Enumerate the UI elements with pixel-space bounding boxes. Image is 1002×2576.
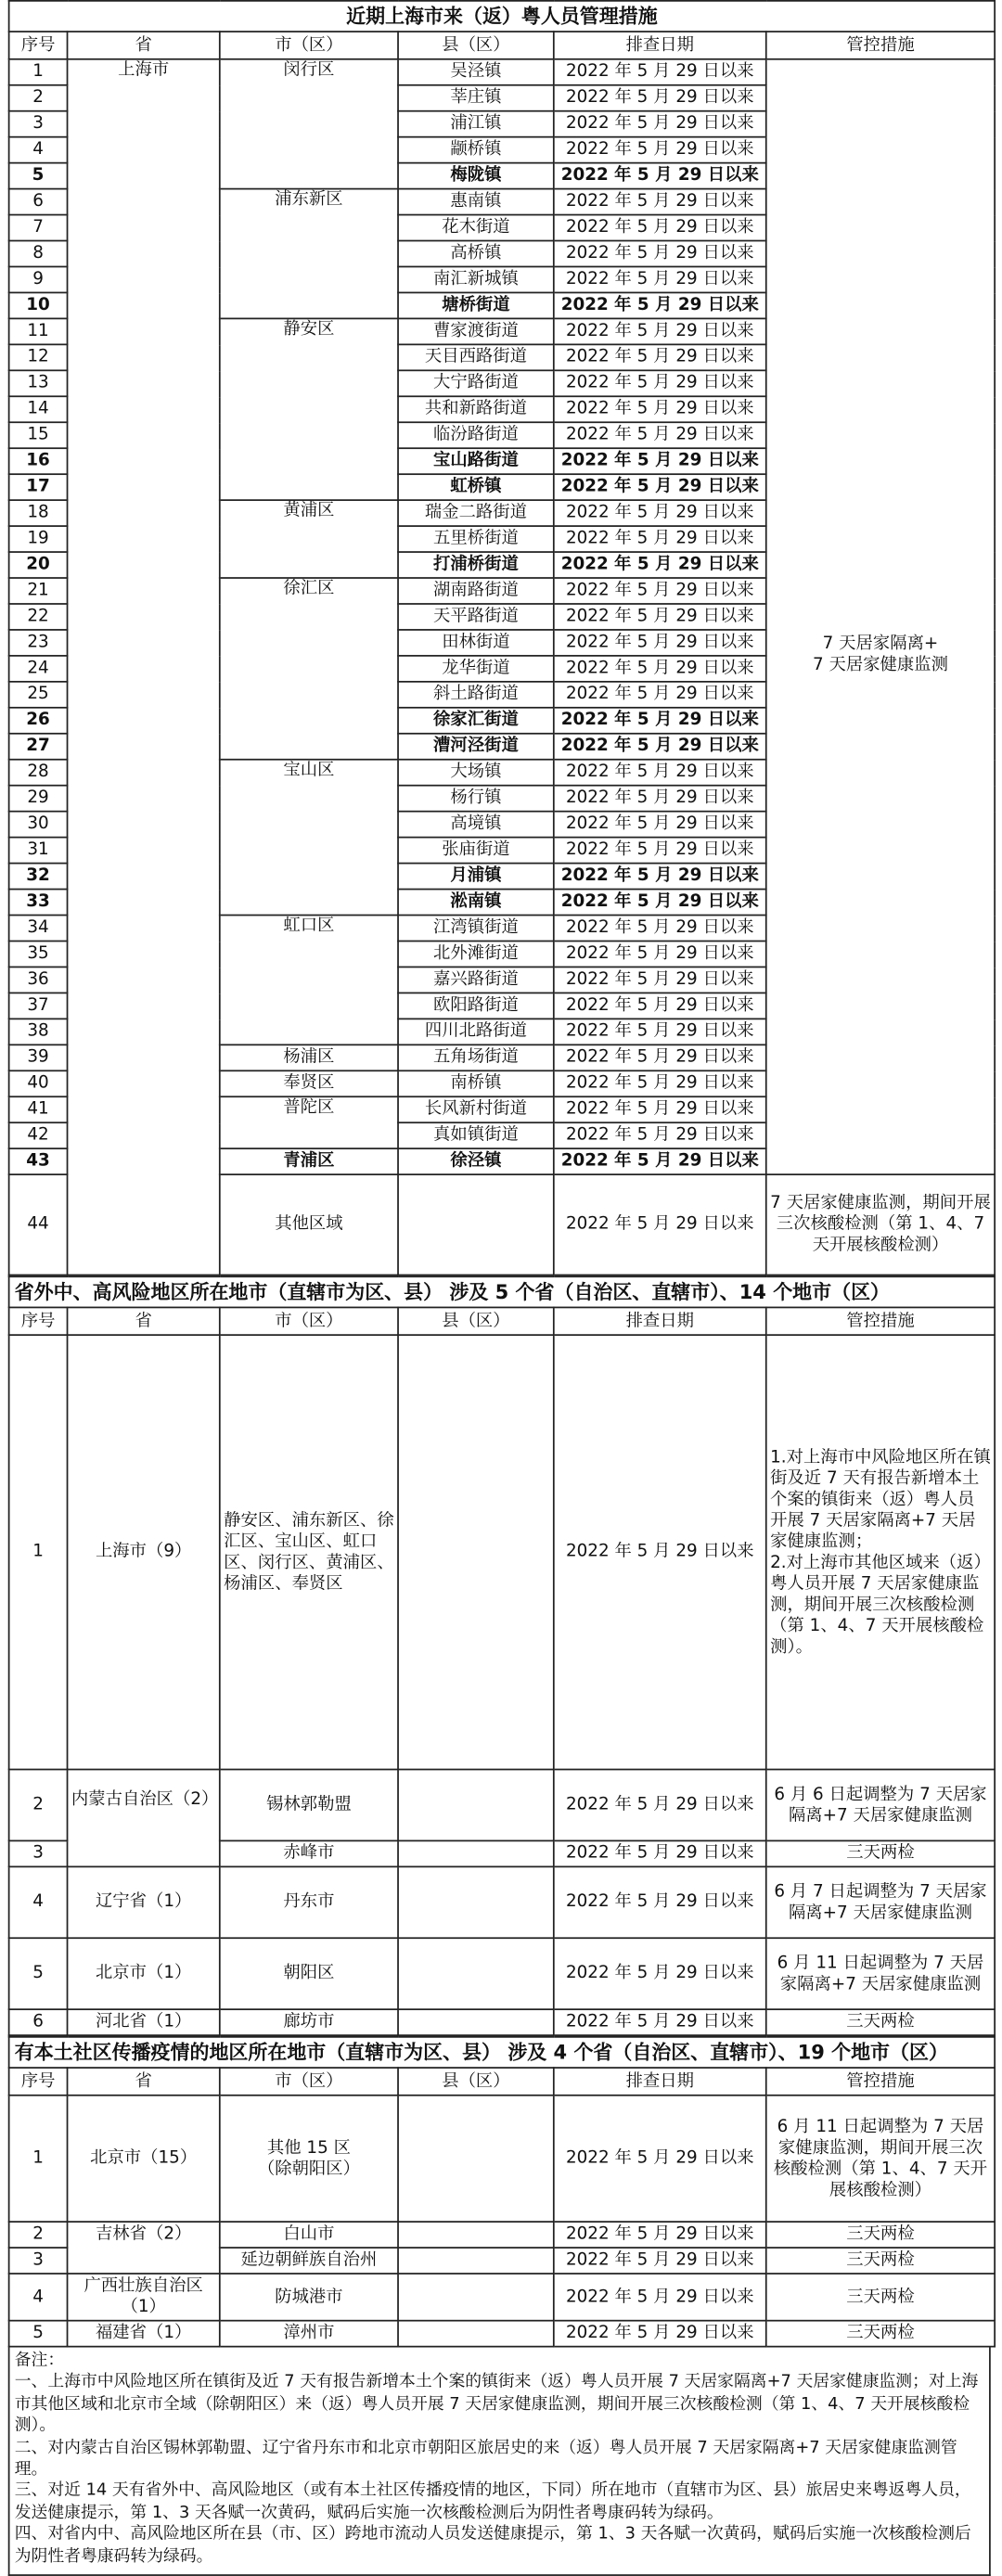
measure-cell: 6 月 11 日起调整为 7 天居家隔离+7 天居家健康监测 — [766, 1938, 995, 2009]
row-number: 2 — [9, 1770, 68, 1841]
table-row — [9, 59, 996, 85]
date-cell: 2022 年 5 月 29 日以来 — [554, 500, 766, 526]
row-number: 40 — [9, 1070, 68, 1096]
date-cell: 2022 年 5 月 29 日以来 — [554, 786, 766, 812]
date-cell: 2022 年 5 月 29 日以来 — [554, 370, 766, 396]
row-number: 25 — [9, 682, 68, 708]
col-header-measure: 管控措施 — [766, 2068, 995, 2095]
date-cell: 2022 年 5 月 29 日以来 — [554, 344, 766, 370]
date-cell: 2022 年 5 月 29 日以来 — [554, 526, 766, 552]
measure-cell: 6 月 11 日起调整为 7 天居家健康监测，期间开展三次核酸检测（第 1、4、7 天开展核酸检测） — [766, 2095, 995, 2222]
town-cell: 南桥镇 — [398, 1070, 554, 1096]
row-number: 32 — [9, 864, 68, 890]
measure-cell: 三天两检 — [766, 2222, 995, 2248]
town-cell: 天平路街道 — [398, 604, 554, 630]
county-cell — [398, 1335, 554, 1769]
town-cell: 大宁路街道 — [398, 370, 554, 396]
table-row — [9, 2095, 996, 2222]
row-number: 31 — [9, 838, 68, 864]
town-cell: 惠南镇 — [398, 189, 554, 215]
date-cell: 2022 年 5 月 29 日以来 — [554, 163, 766, 189]
remark-item: 四、对省内中、高风险地区所在县（市、区）跨地市流动人员发送健康提示，第 1、3 天各赋一次黄码，赋码后实施一次核酸检测后为阴性者粤康码转为绿码。 — [14, 2526, 971, 2566]
date-cell: 2022 年 5 月 29 日以来 — [554, 1096, 766, 1122]
town-cell: 张庙街道 — [398, 838, 554, 864]
date-cell: 2022 年 5 月 29 日以来 — [554, 630, 766, 656]
town-cell — [398, 1174, 554, 1275]
date-cell: 2022 年 5 月 29 日以来 — [554, 993, 766, 1019]
town-cell: 曹家渡街道 — [398, 318, 554, 344]
district-cell: 虹口区 — [220, 916, 398, 1045]
date-cell: 2022 年 5 月 29 日以来 — [554, 137, 766, 163]
row-number: 28 — [9, 760, 68, 786]
county-cell — [398, 1866, 554, 1938]
row-number: 5 — [9, 1938, 68, 2009]
measure-cell: 6 月 7 日起调整为 7 天居家隔离+7 天居家健康监测 — [766, 1866, 995, 1938]
town-cell: 吴泾镇 — [398, 59, 554, 85]
row-number: 19 — [9, 526, 68, 552]
date-cell: 2022 年 5 月 29 日以来 — [554, 2009, 766, 2035]
date-cell: 2022 年 5 月 29 日以来 — [554, 552, 766, 578]
col-header-measure: 管控措施 — [766, 1307, 995, 1335]
shanghai-measures-table — [8, 0, 996, 1275]
date-cell: 2022 年 5 月 29 日以来 — [554, 812, 766, 838]
town-cell: 打浦桥街道 — [398, 552, 554, 578]
province-cell: 福建省（1） — [68, 2321, 220, 2347]
row-number: 3 — [9, 2248, 68, 2274]
out-of-province-risk-table — [8, 1275, 996, 2036]
district-cell: 其他区域 — [220, 1174, 398, 1275]
date-cell: 2022 年 5 月 29 日以来 — [554, 396, 766, 422]
date-cell: 2022 年 5 月 29 日以来 — [554, 708, 766, 734]
town-cell: 淞南镇 — [398, 890, 554, 916]
town-cell: 高境镇 — [398, 812, 554, 838]
city-cell: 静安区、浦东新区、徐汇区、宝山区、虹口区、闵行区、黄浦区、杨浦区、奉贤区 — [220, 1335, 398, 1769]
row-number: 1 — [9, 1335, 68, 1769]
measure-cell: 1.对上海市中风险地区所在镇街及近 7 天有报告新增本土个案的镇街来（返）粤人员开展 7 天居家隔离+7 天居家健康监测； 2.对上海市其他区域来（返）粤人员开展 7 天居家健康监测，期间开展三次核酸检测（第 1、4、7 天开展核酸检测）。 — [766, 1335, 995, 1769]
remarks-section — [8, 2348, 991, 2576]
date-cell: 2022 年 5 月 29 日以来 — [554, 734, 766, 760]
section-title: 有本土社区传播疫情的地区所在地市（直辖市为区、县） 涉及 4 个省（自治区、直辖市）、19 个地市（区） — [9, 2037, 996, 2068]
city-cell: 丹东市 — [220, 1866, 398, 1938]
district-cell: 青浦区 — [220, 1148, 398, 1174]
table-row — [9, 1866, 996, 1938]
remarks-heading: 备注： — [14, 2352, 65, 2370]
col-header-county: 县（区） — [398, 2068, 554, 2095]
date-cell: 2022 年 5 月 29 日以来 — [554, 890, 766, 916]
table-row — [9, 2009, 996, 2035]
city-cell: 朝阳区 — [220, 1938, 398, 2009]
row-number: 20 — [9, 552, 68, 578]
row-number: 8 — [9, 241, 68, 267]
city-cell: 延边朝鲜族自治州 — [220, 2248, 398, 2274]
county-cell — [398, 2222, 554, 2248]
table-row — [9, 1938, 996, 2009]
row-number: 9 — [9, 266, 68, 292]
date-cell: 2022 年 5 月 29 日以来 — [554, 448, 766, 474]
date-cell: 2022 年 5 月 29 日以来 — [554, 318, 766, 344]
row-number: 6 — [9, 2009, 68, 2035]
district-cell: 宝山区 — [220, 760, 398, 916]
table-row — [9, 2274, 996, 2321]
col-header-measure: 管控措施 — [766, 32, 995, 59]
row-number: 44 — [9, 1174, 68, 1275]
row-number: 3 — [9, 111, 68, 137]
community-transmission-table — [8, 2036, 996, 2348]
header-row — [9, 2068, 996, 2095]
town-cell: 嘉兴路街道 — [398, 967, 554, 993]
col-header-no: 序号 — [9, 32, 68, 59]
row-number: 1 — [9, 59, 68, 85]
row-number: 37 — [9, 993, 68, 1019]
district-cell: 黄浦区 — [220, 500, 398, 578]
row-number: 12 — [9, 344, 68, 370]
town-cell: 月浦镇 — [398, 864, 554, 890]
town-cell: 湖南路街道 — [398, 578, 554, 604]
section-title: 省外中、高风险地区所在地市（直辖市为区、县） 涉及 5 个省（自治区、直辖市）、14 个地市（区） — [9, 1276, 996, 1307]
date-cell: 2022 年 5 月 29 日以来 — [554, 189, 766, 215]
col-header-no: 序号 — [9, 2068, 68, 2095]
date-cell: 2022 年 5 月 29 日以来 — [554, 1840, 766, 1866]
province-cell: 广西壮族自治区（1） — [68, 2274, 220, 2321]
town-cell: 江湾镇街道 — [398, 916, 554, 942]
date-cell: 2022 年 5 月 29 日以来 — [554, 2248, 766, 2274]
table-row — [9, 2321, 996, 2347]
date-cell: 2022 年 5 月 29 日以来 — [554, 2095, 766, 2222]
date-cell: 2022 年 5 月 29 日以来 — [554, 1770, 766, 1841]
row-number: 21 — [9, 578, 68, 604]
row-number: 4 — [9, 137, 68, 163]
date-cell: 2022 年 5 月 29 日以来 — [554, 578, 766, 604]
city-cell: 锡林郭勒盟 — [220, 1770, 398, 1841]
date-cell: 2022 年 5 月 29 日以来 — [554, 1174, 766, 1275]
row-number: 5 — [9, 163, 68, 189]
measure-cell: 7 天居家健康监测，期间开展三次核酸检测（第 1、4、7 天开展核酸检测） — [766, 1174, 995, 1275]
city-cell: 廊坊市 — [220, 2009, 398, 2035]
header-row — [9, 32, 996, 59]
district-cell: 闵行区 — [220, 59, 398, 189]
table-row — [9, 1335, 996, 1769]
town-cell: 斜土路街道 — [398, 682, 554, 708]
district-cell: 普陀区 — [220, 1096, 398, 1148]
county-cell — [398, 1770, 554, 1841]
town-cell: 南汇新城镇 — [398, 266, 554, 292]
date-cell: 2022 年 5 月 29 日以来 — [554, 111, 766, 137]
town-cell: 田林街道 — [398, 630, 554, 656]
town-cell: 共和新路街道 — [398, 396, 554, 422]
town-cell: 欧阳路街道 — [398, 993, 554, 1019]
row-number: 39 — [9, 1044, 68, 1070]
date-cell: 2022 年 5 月 29 日以来 — [554, 760, 766, 786]
row-number: 14 — [9, 396, 68, 422]
district-cell: 徐汇区 — [220, 578, 398, 760]
date-cell: 2022 年 5 月 29 日以来 — [554, 215, 766, 241]
row-number: 6 — [9, 189, 68, 215]
row-number: 27 — [9, 734, 68, 760]
row-number: 4 — [9, 2274, 68, 2321]
measure-cell: 三天两检 — [766, 2274, 995, 2321]
col-header-city: 市（区） — [220, 32, 398, 59]
date-cell: 2022 年 5 月 29 日以来 — [554, 1019, 766, 1044]
col-header-province: 省 — [68, 32, 220, 59]
town-cell: 五里桥街道 — [398, 526, 554, 552]
remark-item: 一、上海市中风险地区所在镇街及近 7 天有报告新增本土个案的镇街来（返）粤人员开展 7 天居家隔离+7 天居家健康监测；对上海市其他区域和北京市全域（除朝阳区）来（返）粤人员开展 7 天居家健康监测，期间开展三次核酸检测（第 1、4、7 天开展核酸检测）。 — [14, 2374, 979, 2436]
col-header-no: 序号 — [9, 1307, 68, 1335]
row-number: 7 — [9, 215, 68, 241]
date-cell: 2022 年 5 月 29 日以来 — [554, 838, 766, 864]
remark-item: 二、对内蒙古自治区锡林郭勒盟、辽宁省丹东市和北京市朝阳区旅居史的来（返）粤人员开展 7 天居家隔离+7 天居家健康监测管理。 — [14, 2439, 957, 2480]
section-title: 近期上海市来（返）粤人员管理措施 — [9, 1, 996, 32]
row-number: 1 — [9, 2095, 68, 2222]
row-number: 2 — [9, 85, 68, 111]
measure-cell: 三天两检 — [766, 2321, 995, 2347]
town-cell: 浦江镇 — [398, 111, 554, 137]
date-cell: 2022 年 5 月 29 日以来 — [554, 1335, 766, 1769]
remark-item: 三、对近 14 天有省外中、高风险地区（或有本土社区传播疫情的地区，下同）所在地市（直辖市为区、县）旅居史来粤返粤人员，发送健康提示，第 1、3 天各赋一次黄码，赋码后实施一次核酸检测后为阴性者粤康码转为绿码。 — [14, 2482, 971, 2522]
county-cell — [398, 2095, 554, 2222]
date-cell: 2022 年 5 月 29 日以来 — [554, 1866, 766, 1938]
date-cell: 2022 年 5 月 29 日以来 — [554, 59, 766, 85]
town-cell: 杨行镇 — [398, 786, 554, 812]
row-number: 43 — [9, 1148, 68, 1174]
district-cell: 静安区 — [220, 318, 398, 500]
measure-cell: 三天两检 — [766, 1840, 995, 1866]
date-cell: 2022 年 5 月 29 日以来 — [554, 656, 766, 682]
row-number: 30 — [9, 812, 68, 838]
province-cell: 上海市（9） — [68, 1335, 220, 1769]
county-cell — [398, 1938, 554, 2009]
county-cell — [398, 2248, 554, 2274]
date-cell: 2022 年 5 月 29 日以来 — [554, 1070, 766, 1096]
town-cell: 北外滩街道 — [398, 941, 554, 967]
province-cell: 上海市 — [68, 59, 220, 1275]
col-header-city: 市（区） — [220, 1307, 398, 1335]
town-cell: 徐家汇街道 — [398, 708, 554, 734]
row-number: 34 — [9, 916, 68, 942]
town-cell: 大场镇 — [398, 760, 554, 786]
row-number: 22 — [9, 604, 68, 630]
col-header-county: 县（区） — [398, 1307, 554, 1335]
row-number: 42 — [9, 1122, 68, 1148]
measure-cell: 三天两检 — [766, 2009, 995, 2035]
row-number: 18 — [9, 500, 68, 526]
section-title-row — [9, 1, 996, 32]
county-cell — [398, 2009, 554, 2035]
row-number: 33 — [9, 890, 68, 916]
row-number: 11 — [9, 318, 68, 344]
city-cell: 漳州市 — [220, 2321, 398, 2347]
col-header-date: 排查日期 — [554, 32, 766, 59]
date-cell: 2022 年 5 月 29 日以来 — [554, 941, 766, 967]
date-cell: 2022 年 5 月 29 日以来 — [554, 864, 766, 890]
header-row — [9, 1307, 996, 1335]
town-cell: 梅陇镇 — [398, 163, 554, 189]
province-cell: 内蒙古自治区（2） — [68, 1770, 220, 1867]
city-cell: 其他 15 区 （除朝阳区） — [220, 2095, 398, 2222]
row-number: 36 — [9, 967, 68, 993]
town-cell: 四川北路街道 — [398, 1019, 554, 1044]
col-header-county: 县（区） — [398, 32, 554, 59]
date-cell: 2022 年 5 月 29 日以来 — [554, 422, 766, 448]
date-cell: 2022 年 5 月 29 日以来 — [554, 266, 766, 292]
town-cell: 真如镇街道 — [398, 1122, 554, 1148]
date-cell: 2022 年 5 月 29 日以来 — [554, 916, 766, 942]
row-number: 3 — [9, 1840, 68, 1866]
town-cell: 虹桥镇 — [398, 474, 554, 500]
table-row — [9, 1770, 996, 1841]
section-title-row — [9, 1276, 996, 1307]
county-cell — [398, 1840, 554, 1866]
date-cell: 2022 年 5 月 29 日以来 — [554, 1122, 766, 1148]
date-cell: 2022 年 5 月 29 日以来 — [554, 474, 766, 500]
town-cell: 临汾路街道 — [398, 422, 554, 448]
row-number: 13 — [9, 370, 68, 396]
row-number: 41 — [9, 1096, 68, 1122]
date-cell: 2022 年 5 月 29 日以来 — [554, 2274, 766, 2321]
measure-cell: 6 月 6 日起调整为 7 天居家隔离+7 天居家健康监测 — [766, 1770, 995, 1841]
county-cell — [398, 2321, 554, 2347]
town-cell: 瑞金二路街道 — [398, 500, 554, 526]
city-cell: 白山市 — [220, 2222, 398, 2248]
measure-cell: 7 天居家隔离+ 7 天居家健康监测 — [766, 137, 995, 1174]
row-number: 4 — [9, 1866, 68, 1938]
province-cell: 北京市（15） — [68, 2095, 220, 2222]
table-row — [9, 2222, 996, 2248]
province-cell: 北京市（1） — [68, 1938, 220, 2009]
section-title-row — [9, 2037, 996, 2068]
county-cell — [398, 2274, 554, 2321]
date-cell: 2022 年 5 月 29 日以来 — [554, 2222, 766, 2248]
row-number: 35 — [9, 941, 68, 967]
date-cell: 2022 年 5 月 29 日以来 — [554, 241, 766, 267]
town-cell: 花木街道 — [398, 215, 554, 241]
date-cell: 2022 年 5 月 29 日以来 — [554, 2321, 766, 2347]
col-header-date: 排查日期 — [554, 1307, 766, 1335]
measure-cell: 三天两检 — [766, 2248, 995, 2274]
col-header-province: 省 — [68, 1307, 220, 1335]
row-number: 5 — [9, 2321, 68, 2347]
province-cell: 河北省（1） — [68, 2009, 220, 2035]
col-header-province: 省 — [68, 2068, 220, 2095]
town-cell: 莘庄镇 — [398, 85, 554, 111]
date-cell: 2022 年 5 月 29 日以来 — [554, 1044, 766, 1070]
province-cell: 辽宁省（1） — [68, 1866, 220, 1938]
row-number: 29 — [9, 786, 68, 812]
date-cell: 2022 年 5 月 29 日以来 — [554, 1148, 766, 1174]
town-cell: 徐泾镇 — [398, 1148, 554, 1174]
row-number: 2 — [9, 2222, 68, 2248]
town-cell: 长风新村街道 — [398, 1096, 554, 1122]
date-cell: 2022 年 5 月 29 日以来 — [554, 85, 766, 111]
row-number: 38 — [9, 1019, 68, 1044]
town-cell: 天目西路街道 — [398, 344, 554, 370]
town-cell: 五角场街道 — [398, 1044, 554, 1070]
district-cell: 浦东新区 — [220, 189, 398, 319]
date-cell: 2022 年 5 月 29 日以来 — [554, 292, 766, 318]
city-cell: 赤峰市 — [220, 1840, 398, 1866]
town-cell: 宝山路街道 — [398, 448, 554, 474]
row-number: 26 — [9, 708, 68, 734]
row-number: 10 — [9, 292, 68, 318]
province-cell: 吉林省（2） — [68, 2222, 220, 2274]
town-cell: 颛桥镇 — [398, 137, 554, 163]
row-number: 17 — [9, 474, 68, 500]
town-cell: 龙华街道 — [398, 656, 554, 682]
col-header-city: 市（区） — [220, 2068, 398, 2095]
row-number: 23 — [9, 630, 68, 656]
col-header-date: 排查日期 — [554, 2068, 766, 2095]
town-cell: 高桥镇 — [398, 241, 554, 267]
measure-cell — [766, 59, 995, 137]
town-cell: 漕河泾街道 — [398, 734, 554, 760]
date-cell: 2022 年 5 月 29 日以来 — [554, 1938, 766, 2009]
date-cell: 2022 年 5 月 29 日以来 — [554, 604, 766, 630]
date-cell: 2022 年 5 月 29 日以来 — [554, 967, 766, 993]
district-cell: 杨浦区 — [220, 1044, 398, 1070]
town-cell: 塘桥街道 — [398, 292, 554, 318]
row-number: 16 — [9, 448, 68, 474]
row-number: 24 — [9, 656, 68, 682]
city-cell: 防城港市 — [220, 2274, 398, 2321]
row-number: 15 — [9, 422, 68, 448]
date-cell: 2022 年 5 月 29 日以来 — [554, 682, 766, 708]
district-cell: 奉贤区 — [220, 1070, 398, 1096]
